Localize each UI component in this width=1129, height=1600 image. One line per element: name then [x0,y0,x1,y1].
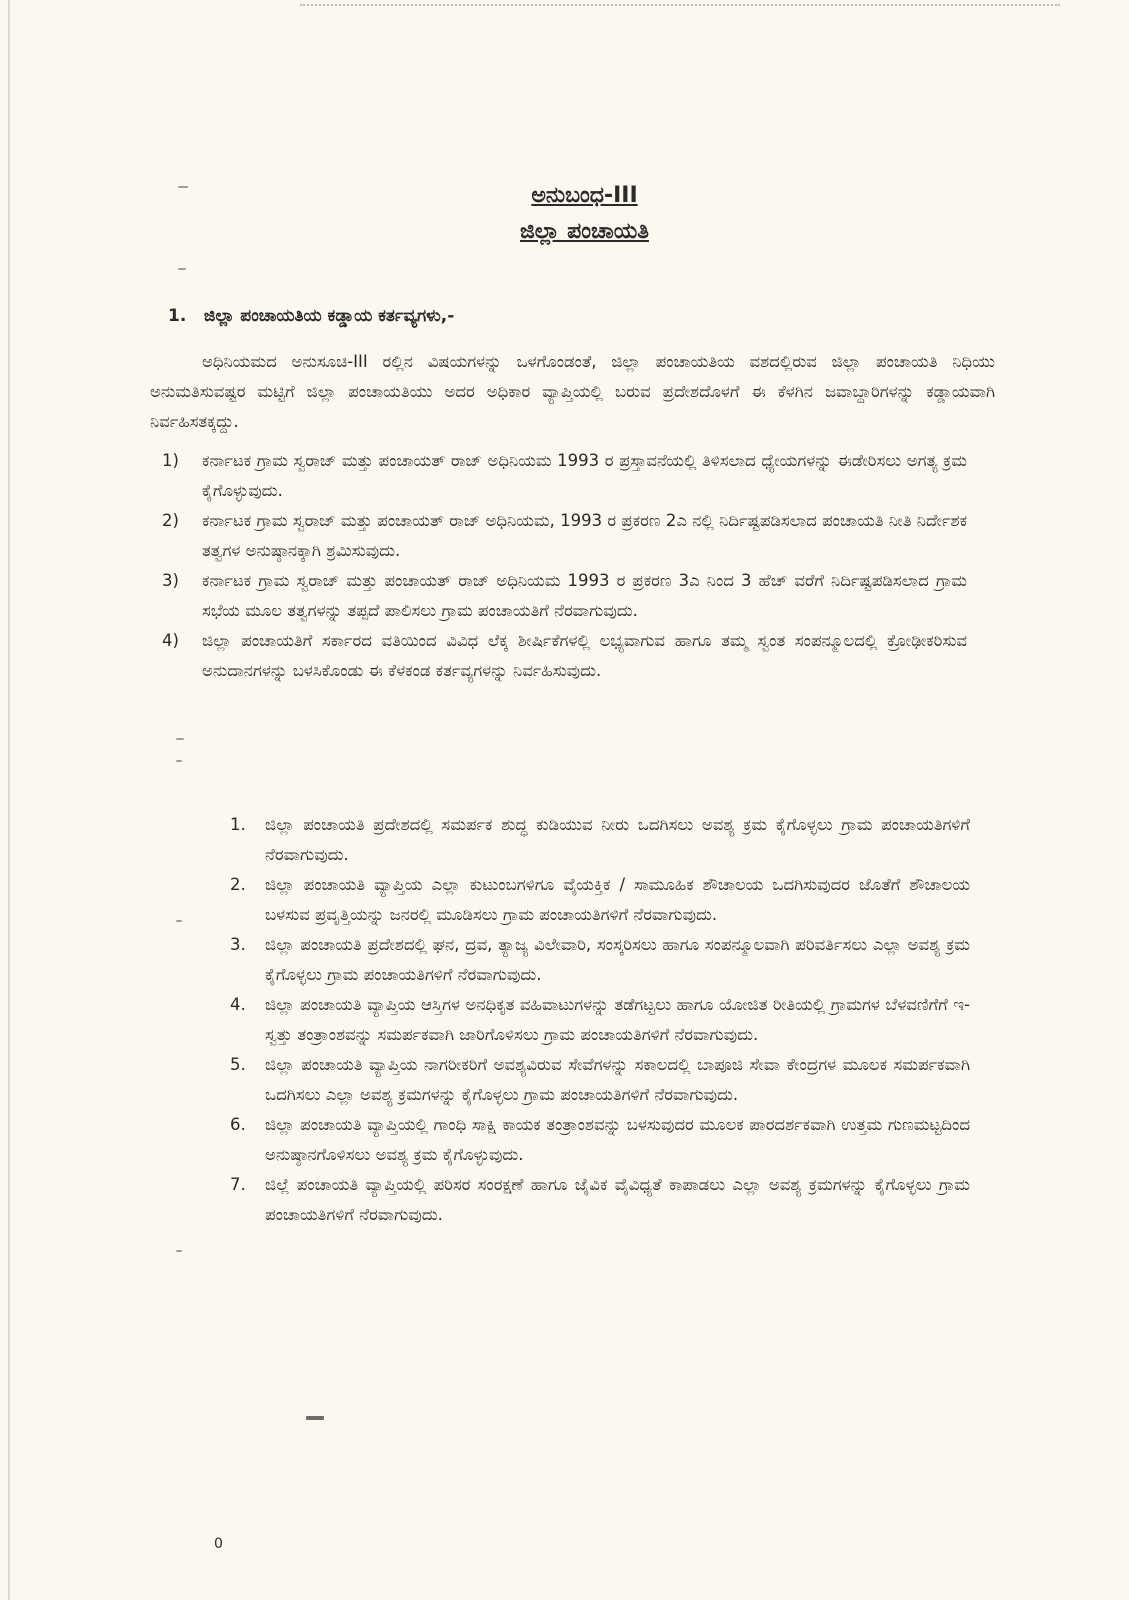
duty-item [162,566,967,626]
scan-speck [176,738,184,740]
duty-text: ಕರ್ನಾಟಕ ಗ್ರಾಮ ಸ್ವರಾಜ್ ಮತ್ತು ಪಂಚಾಯತ್ ರಾಜ್ ಅಧಿನಿಯಮ, 1993 ರ ಪ್ರಕರಣ 2ಎ ನಲ್ಲಿ ನಿರ್ದಿಷ್ಟಪಡಿಸಲಾದ ಪಂಚಾಯತಿ ನೀತಿ ನಿರ್ದೇಶಕ ತತ್ವಗಳ ಅನುಷ್ಠಾನಕ್ಕಾಗಿ ಶ್ರಮಿಸುವುದು. [202,511,967,560]
duty-item [162,446,967,506]
duty-marker: 4) [162,631,179,650]
task-text: ಜಿಲ್ಲಾ ಪಂಚಾಯತಿ ವ್ಯಾಪ್ತಿಯ ನಾಗರೀಕರಿಗೆ ಅವಶ್ಯವಿರುವ ಸೇವೆಗಳನ್ನು ಸಕಾಲದಲ್ಲಿ ಬಾಪೂಜಿ ಸೇವಾ ಕೇಂದ್ರಗಳ ಮೂಲಕ ಸಮರ್ಪಕವಾಗಿ ಒದಗಿಸಲು ಎಲ್ಲಾ ಅವಶ್ಯ ಕ್ರಮಗಳನ್ನು ಕೈಗೊಳ್ಳಲು ಗ್ರಾಮ ಪಂಚಾಯತಿಗಳಿಗೆ ನೆರವಾಗುವುದು. [265,1055,970,1104]
duty-text: ಕರ್ನಾಟಕ ಗ್ರಾಮ ಸ್ವರಾಜ್ ಮತ್ತು ಪಂಚಾಯತ್ ರಾಜ್ ಅಧಿನಿಯಮ 1993 ರ ಪ್ರಕರಣ 3ಎ ನಿಂದ 3 ಹೆಚ್ ವರೆಗೆ ನಿರ್ದಿಷ್ಟಪಡಿಸಲಾದ ಗ್ರಾಮ ಸಭೆಯ ಮೂಲ ತತ್ವಗಳನ್ನು ತಪ್ಪದೆ ಪಾಲಿಸಲು ಗ್ರಾಮ ಪಂಚಾಯತಿಗೆ ನೆರವಾಗುವುದು. [202,571,967,620]
duty-text: ಜಿಲ್ಲಾ ಪಂಚಾಯತಿಗೆ ಸರ್ಕಾರದ ವತಿಯಿಂದ ವಿವಿಧ ಲೆಕ್ಕ ಶೀರ್ಷಿಕೆಗಳಲ್ಲಿ ಲಭ್ಯವಾಗುವ ಹಾಗೂ ತಮ್ಮ ಸ್ವಂತ ಸಂಪನ್ಮೂಲದಲ್ಲಿ ಕ್ರೋಢೀಕರಿಸುವ ಅನುದಾನಗಳನ್ನು ಬಳಸಿಕೊಂಡು ಈ ಕೆಳಕಂಡ ಕರ್ತವ್ಯಗಳನ್ನು ನಿರ್ವಹಿಸುವುದು. [202,631,967,680]
duty-text: ಕರ್ನಾಟಕ ಗ್ರಾಮ ಸ್ವರಾಜ್ ಮತ್ತು ಪಂಚಾಯತ್ ರಾಜ್ ಅಧಿನಿಯಮ 1993 ರ ಪ್ರಸ್ತಾವನೆಯಲ್ಲಿ ತಿಳಿಸಲಾದ ಧ್ಯೇಯಗಳನ್ನು ಈಡೇರಿಸಲು ಅಗತ್ಯ ಕ್ರಮ ಕೈಗೊಳ್ಳುವುದು. [202,451,967,500]
task-marker: 4. [230,995,246,1014]
task-marker: 7. [230,1175,246,1194]
scan-top-dots [300,4,1060,6]
duties-list [162,446,967,686]
section-title: ಜಿಲ್ಲಾ ಪಂಚಾಯತಿಯ ಕಡ್ಡಾಯ ಕರ್ತವ್ಯಗಳು,- [203,306,455,326]
task-marker: 6. [230,1115,246,1134]
task-marker: 5. [230,1055,246,1074]
scan-speck [178,268,186,270]
task-marker: 3. [230,935,246,954]
task-item [230,870,970,930]
scan-speck [176,760,182,762]
section-number: 1. [168,306,187,326]
duty-marker: 2) [162,511,179,530]
duty-marker: 3) [162,571,179,590]
page-mark: 0 [214,1536,223,1552]
task-item [230,1170,970,1230]
task-text: ಜಿಲ್ಲಾ ಪಂಚಾಯತಿ ಪ್ರದೇಶದಲ್ಲಿ ಘನ, ದ್ರವ, ತ್ಯಾಜ್ಯ ವಿಲೇವಾರಿ, ಸಂಸ್ಕರಿಸಲು ಹಾಗೂ ಸಂಪನ್ಮೂಲವಾಗಿ ಪರಿವರ್ತಿಸಲು ಎಲ್ಲಾ ಅವಶ್ಯ ಕ್ರಮ ಕೈಗೊಳ್ಳಲು ಗ್ರಾಮ ಪಂಚಾಯತಿಗಳಿಗೆ ನೆರವಾಗುವುದು. [265,935,970,984]
scan-speck [176,920,182,922]
task-text: ಜಿಲ್ಲಾ ಪಂಚಾಯತಿ ಪ್ರದೇಶದಲ್ಲಿ ಸಮರ್ಪಕ ಶುದ್ಧ ಕುಡಿಯುವ ನೀರು ಒದಗಿಸಲು ಅವಶ್ಯ ಕ್ರಮ ಕೈಗೊಳ್ಳಲು ಗ್ರಾಮ ಪಂಚಾಯತಿಗಳಿಗೆ ನೆರವಾಗುವುದು. [265,815,970,864]
task-item [230,930,970,990]
task-text: ಜಿಲ್ಲಾ ಪಂಚಾಯತಿ ವ್ಯಾಪ್ತಿಯ ಎಲ್ಲಾ ಕುಟುಂಬಗಳಿಗೂ ವೈಯಕ್ತಿಕ / ಸಾಮೂಹಿಕ ಶೌಚಾಲಯ ಒದಗಿಸುವುದರ ಜೊತೆಗೆ ಶೌಚಾಲಯ ಬಳಸುವ ಪ್ರವೃತ್ತಿಯನ್ನು ಜನರಲ್ಲಿ ಮೂಡಿಸಲು ಗ್ರಾಮ ಪಂಚಾಯತಿಗಳಿಗೆ ನೆರವಾಗುವುದು. [265,875,970,924]
task-text: ಜಿಲ್ಲಾ ಪಂಚಾಯತಿ ವ್ಯಾಪ್ತಿಯಲ್ಲಿ ಗಾಂಧಿ ಸಾಕ್ಷಿ ಕಾಯಕ ತಂತ್ರಾಂಶವನ್ನು ಬಳಸುವುದರ ಮೂಲಕ ಪಾರದರ್ಶಕವಾಗಿ ಉತ್ತಮ ಗುಣಮಟ್ಟದಿಂದ ಅನುಷ್ಠಾನಗೊಳಿಸಲು ಅವಶ್ಯ ಕ್ರಮ ಕೈಗೊಳ್ಳುವುದು. [265,1115,970,1164]
document-header [0,178,1129,250]
tasks-list [230,810,970,1230]
duty-item [162,506,967,566]
task-item [230,1110,970,1170]
section-intro-paragraph: ಅಧಿನಿಯಮದ ಅನುಸೂಚಿ-III ರಲ್ಲಿನ ವಿಷಯಗಳನ್ನು ಒಳಗೊಂಡಂತೆ, ಜಿಲ್ಲಾ ಪಂಚಾಯತಿಯ ವಶದಲ್ಲಿರುವ ಜಿಲ್ಲಾ ಪಂಚಾಯತಿ ನಿಧಿಯು ಅನುಮತಿಸುವಷ್ಟರ ಮಟ್ಟಿಗೆ ಜಿಲ್ಲಾ ಪಂಚಾಯತಿಯು ಅದರ ಅಧಿಕಾರ ವ್ಯಾಪ್ತಿಯಲ್ಲಿ ಬರುವ ಪ್ರದೇಶದೊಳಗೆ ಈ ಕೆಳಗಿನ ಜವಾಬ್ದಾರಿಗಳನ್ನು ಕಡ್ಡಾಯವಾಗಿ ನಿರ್ವಹಿಸತಕ್ಕದ್ದು. [150,352,995,431]
annex-title: ಅನುಬಂಧ-III [531,183,638,208]
scan-speck [178,186,188,188]
task-item [230,1050,970,1110]
task-text: ಜಿಲ್ಲಾ ಪಂಚಾಯತಿ ವ್ಯಾಪ್ತಿಯ ಆಸ್ತಿಗಳ ಅನಧಿಕೃತ ವಹಿವಾಟುಗಳನ್ನು ತಡೆಗಟ್ಟಲು ಹಾಗೂ ಯೋಜಿತ ರೀತಿಯಲ್ಲಿ ಗ್ರಾಮಗಳ ಬೆಳವಣಿಗೆಗೆ ಇ-ಸ್ವತ್ತು ತಂತ್ರಾಂಶವನ್ನು ಸಮರ್ಪಕವಾಗಿ ಜಾರಿಗೊಳಿಸಲು ಗ್ರಾಮ ಪಂಚಾಯತಿಗಳಿಗೆ ನೆರವಾಗುವುದು. [265,995,970,1044]
section-heading [168,306,454,326]
duty-item [162,626,967,686]
scan-speck [306,1416,324,1420]
task-marker: 2. [230,875,246,894]
scan-speck [176,1250,182,1252]
task-item [230,990,970,1050]
task-item [230,810,970,870]
duty-marker: 1) [162,451,179,470]
annex-subtitle: ಜಿಲ್ಲಾ ಪಂಚಾಯತಿ [520,219,649,244]
task-marker: 1. [230,815,246,834]
task-text: ಜಿಲ್ಲೆ ಪಂಚಾಯತಿ ವ್ಯಾಪ್ತಿಯಲ್ಲಿ ಪರಿಸರ ಸಂರಕ್ಷಣೆ ಹಾಗೂ ಜೈವಿಕ ವೈವಿಧ್ಯತೆ ಕಾಪಾಡಲು ಎಲ್ಲಾ ಅವಶ್ಯ ಕ್ರಮಗಳನ್ನು ಕೈಗೊಳ್ಳಲು ಗ್ರಾಮ ಪಂಚಾಯತಿಗಳಿಗೆ ನೆರವಾಗುವುದು. [265,1175,970,1224]
